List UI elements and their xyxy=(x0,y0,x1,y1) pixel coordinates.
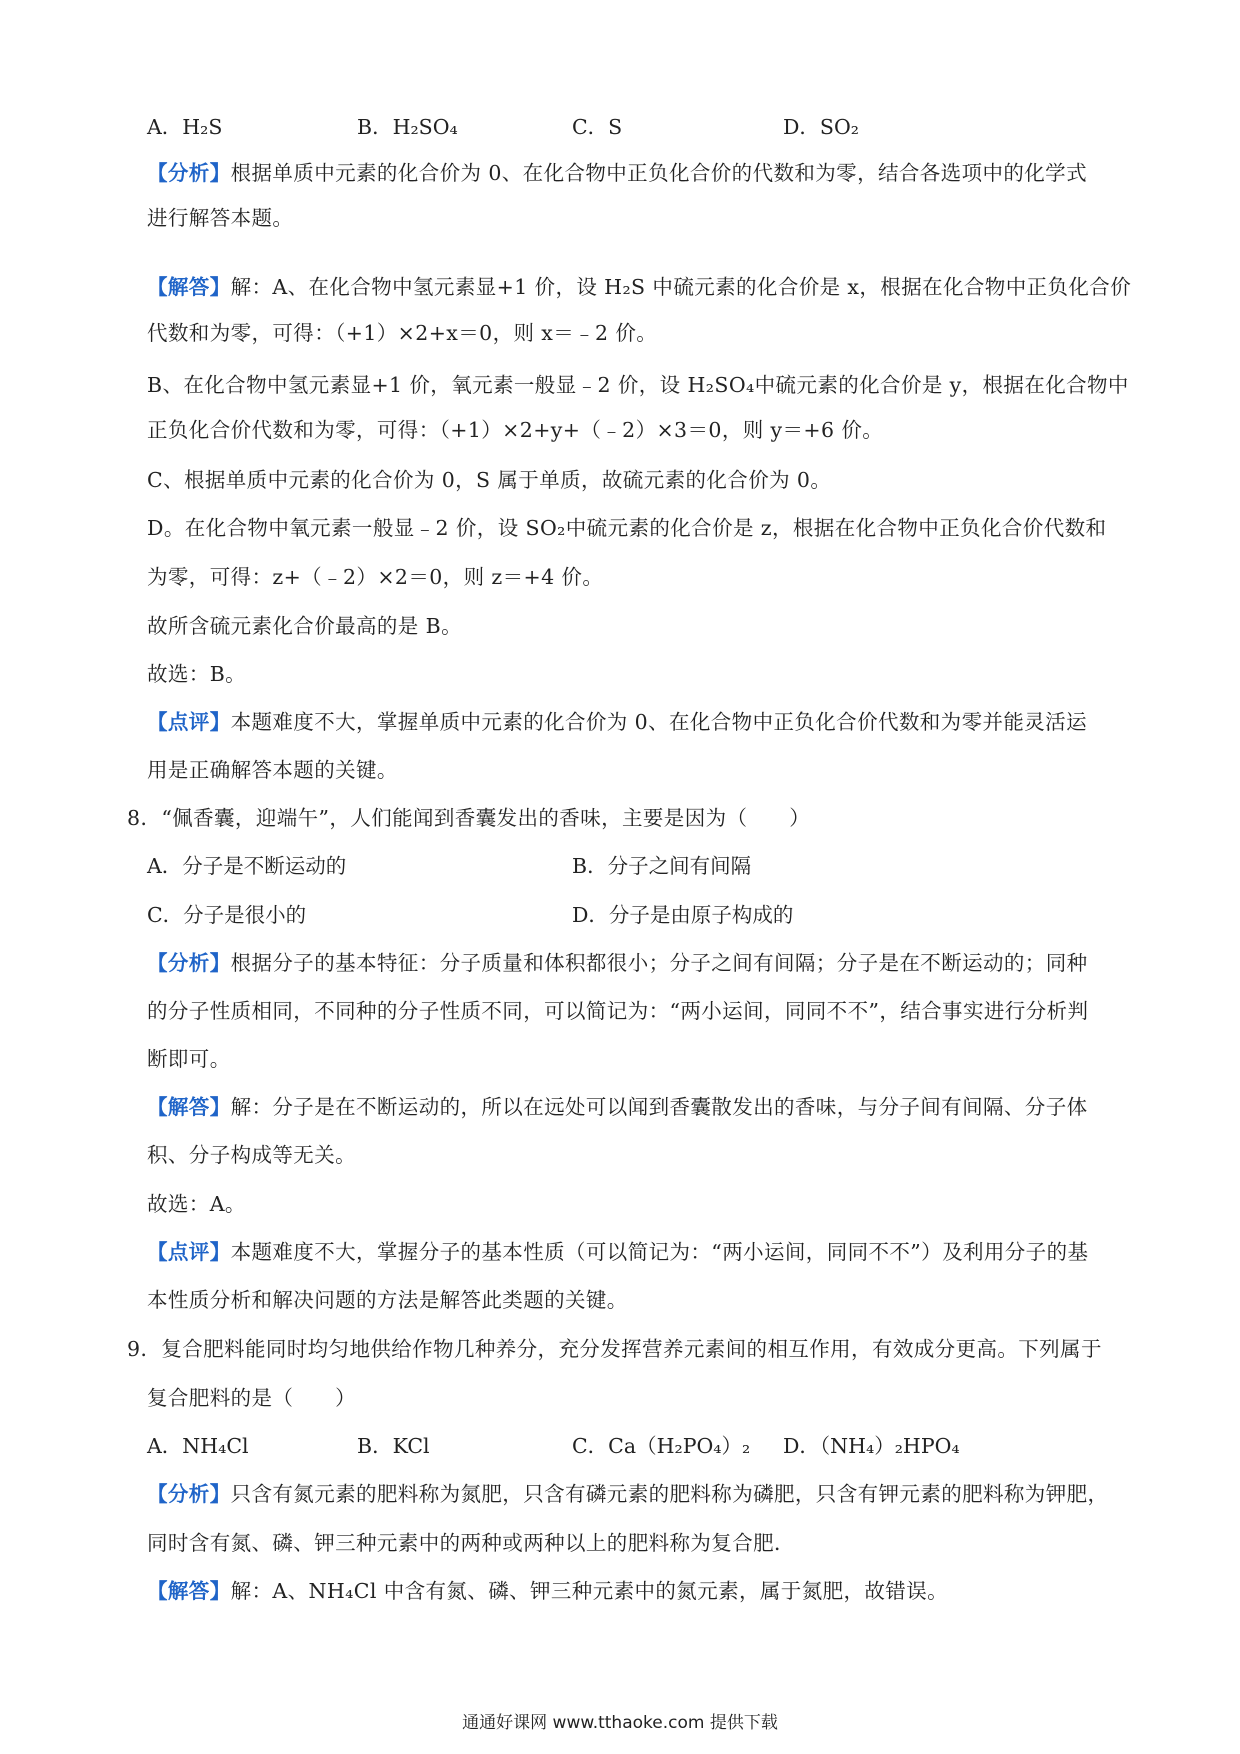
page-footer: 通通好课网 www.tthaoke.com 提供下载 xyxy=(462,1713,778,1733)
q8-analysis-line-1: 【分析】根据分子的基本特征：分子质量和体积都很小；分子之间有间隔；分子是在不断运动的；同种 xyxy=(147,951,1088,975)
q7-answer-line-7: 为零，可得：z+（﹣2）×2＝0，则 z＝+4 价。 xyxy=(147,565,604,589)
q7-answer-line-3: B、在化合物中氢元素显+1 价，氧元素一般显﹣2 价，设 H₂SO₄中硫元素的化合价是 y，根据在化合物中 xyxy=(147,373,1129,397)
q8-stem: 8．“佩香囊，迎端午”，人们能闻到香囊发出的香味，主要是因为（ ） xyxy=(127,806,811,830)
q9-stem-line-2: 复合肥料的是（ ） xyxy=(147,1386,356,1410)
answer-tag: 【解答】 xyxy=(147,1095,231,1119)
q7-option-c: C．S xyxy=(572,115,623,139)
q8-answer-line-2: 积、分子构成等无关。 xyxy=(147,1143,356,1167)
q8-option-b: B．分子之间有间隔 xyxy=(572,854,752,878)
q7-option-a: A．H₂S xyxy=(147,115,223,139)
comment-tag: 【点评】 xyxy=(147,1240,231,1264)
q7-answer-line-8: 故所含硫元素化合价最高的是 B。 xyxy=(147,614,462,638)
q7-answer-line-1: 【解答】解：A、在化合物中氢元素显+1 价，设 H₂S 中硫元素的化合价是 x，根据在化合物中正负化合价 xyxy=(147,275,1132,299)
q9-option-a: A．NH₄Cl xyxy=(147,1434,249,1458)
q9-option-b: B．KCl xyxy=(357,1434,430,1458)
q8-option-d: D．分子是由原子构成的 xyxy=(572,903,794,927)
q7-answer-line-9: 故选：B。 xyxy=(147,662,247,686)
q9-option-d: D．（NH₄）₂HPO₄ xyxy=(783,1434,960,1458)
q7-answer-line-2: 代数和为零，可得：（+1）×2+x＝0，则 x＝﹣2 价。 xyxy=(147,321,658,345)
analysis-tag: 【分析】 xyxy=(147,951,231,975)
q7-answer-line-5: C、根据单质中元素的化合价为 0，S 属于单质，故硫元素的化合价为 0。 xyxy=(147,468,832,492)
q8-option-a: A．分子是不断运动的 xyxy=(147,854,347,878)
analysis-tag: 【分析】 xyxy=(147,161,231,185)
q7-option-b: B．H₂SO₄ xyxy=(357,115,458,139)
q8-answer-line-3: 故选：A。 xyxy=(147,1192,246,1216)
answer-tag: 【解答】 xyxy=(147,1579,231,1603)
analysis-tag: 【分析】 xyxy=(147,1482,231,1506)
q8-comment-line-2: 本性质分析和解决问题的方法是解答此类题的关键。 xyxy=(147,1288,628,1312)
answer-tag: 【解答】 xyxy=(147,275,231,299)
q8-analysis-line-3: 断即可。 xyxy=(147,1047,231,1071)
comment-tag: 【点评】 xyxy=(147,710,231,734)
q7-answer-line-4: 正负化合价代数和为零，可得：（+1）×2+y+（﹣2）×3＝0，则 y＝+6 价。 xyxy=(147,418,884,442)
q9-answer-line-1: 【解答】解：A、NH₄Cl 中含有氮、磷、钾三种元素中的氮元素，属于氮肥，故错误。 xyxy=(147,1579,949,1603)
q8-comment-line-1: 【点评】本题难度不大，掌握分子的基本性质（可以简记为：“两小运间，同同不不”）及利用分子的基 xyxy=(147,1240,1089,1264)
q7-comment-line-2: 用是正确解答本题的关键。 xyxy=(147,758,398,782)
q8-analysis-line-2: 的分子性质相同，不同种的分子性质不同，可以简记为：“两小运间，同同不不”，结合事实进行分析判 xyxy=(147,999,1089,1023)
q7-analysis-line-1: 【分析】根据单质中元素的化合价为 0、在化合物中正负化合价的代数和为零，结合各选项中的化学式 xyxy=(147,161,1087,185)
q7-option-d: D．SO₂ xyxy=(783,115,860,139)
q9-analysis-line-2: 同时含有氮、磷、钾三种元素中的两种或两种以上的肥料称为复合肥． xyxy=(147,1531,795,1555)
q9-stem-line-1: 9．复合肥料能同时均匀地供给作物几种养分，充分发挥营养元素间的相互作用，有效成分更高。下列属于 xyxy=(127,1337,1102,1361)
q8-answer-line-1: 【解答】解：分子是在不断运动的，所以在远处可以闻到香囊散发出的香味，与分子间有间隔、分子体 xyxy=(147,1095,1088,1119)
q7-analysis-line-2: 进行解答本题。 xyxy=(147,206,294,230)
q7-answer-line-6: D。在化合物中氧元素一般显﹣2 价，设 SO₂中硫元素的化合价是 z，根据在化合物中正负化合价代数和 xyxy=(147,516,1107,540)
q9-option-c: C．Ca（H₂PO₄）₂ xyxy=(572,1434,751,1458)
q7-comment-line-1: 【点评】本题难度不大，掌握单质中元素的化合价为 0、在化合物中正负化合价代数和为零并能灵活运 xyxy=(147,710,1087,734)
q9-analysis-line-1: 【分析】只含有氮元素的肥料称为氮肥，只含有磷元素的肥料称为磷肥，只含有钾元素的肥料称为钾肥， xyxy=(147,1482,1109,1506)
q8-option-c: C．分子是很小的 xyxy=(147,903,307,927)
